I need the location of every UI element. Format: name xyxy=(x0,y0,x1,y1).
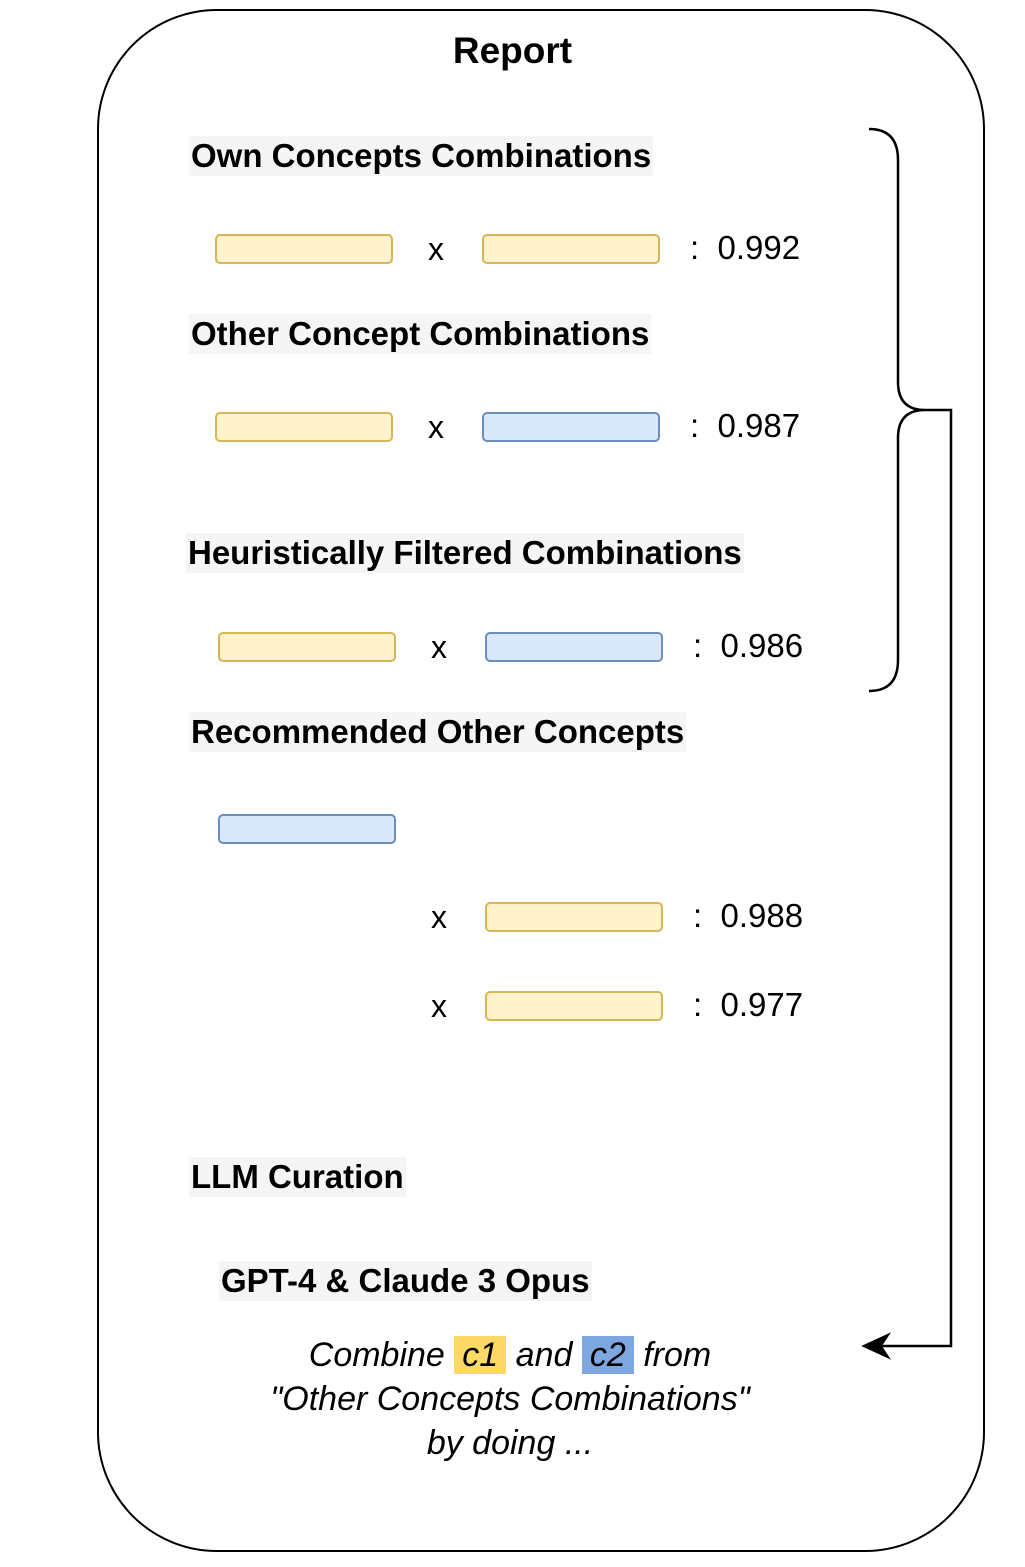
prompt-line-2: "Other Concepts Combinations" xyxy=(270,1380,750,1418)
times-symbol: x xyxy=(431,988,447,1024)
c2-highlight: c2 xyxy=(582,1336,634,1374)
flow-arrow-line xyxy=(872,410,951,1346)
c1-highlight: c1 xyxy=(454,1336,506,1374)
recommended-concepts-heading: Recommended Other Concepts xyxy=(191,713,685,750)
report-title: Report xyxy=(452,30,573,71)
curly-brace xyxy=(869,129,925,691)
times-symbol: x xyxy=(431,899,447,935)
times-symbol: x xyxy=(431,629,447,665)
similarity-score: : 0.988 xyxy=(693,897,804,934)
own-concepts-heading: Own Concepts Combinations xyxy=(191,137,652,174)
similarity-score: : 0.986 xyxy=(693,627,804,664)
times-symbol: x xyxy=(428,409,444,445)
heuristic-combinations-heading: Heuristically Filtered Combinations xyxy=(188,534,742,571)
prompt-and: and xyxy=(515,1336,573,1374)
prompt-from: from xyxy=(643,1336,712,1374)
similarity-score: : 0.987 xyxy=(690,407,801,444)
similarity-score: : 0.992 xyxy=(690,229,801,266)
llm-curation-heading: LLM Curation xyxy=(191,1158,404,1195)
llm-models-label: GPT-4 & Claude 3 Opus xyxy=(221,1262,590,1299)
prompt-line-3: by doing ... xyxy=(426,1424,594,1462)
similarity-score: : 0.977 xyxy=(693,986,804,1023)
other-concepts-heading: Other Concept Combinations xyxy=(191,315,650,352)
prompt-combine: Combine xyxy=(308,1336,445,1374)
times-symbol: x xyxy=(428,231,444,267)
